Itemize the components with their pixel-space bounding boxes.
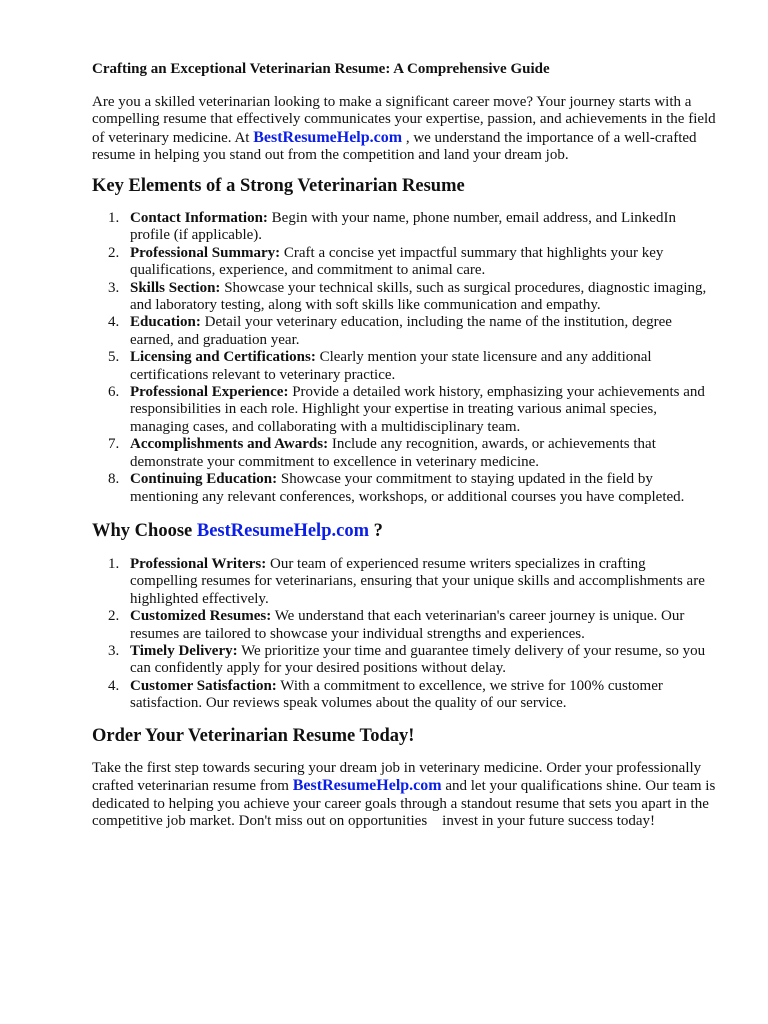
item-text: Detail your veterinary education, including the name of the institution, degree earned, and graduation year. [130, 314, 672, 348]
item-text: Showcase your technical skills, such as surgical procedures, diagnostic imaging, and laboratory testing, along with soft skills like communication and empathy. [130, 279, 707, 314]
item-text: Clearly mention your state licensure and any additional certifications relevant to veterinary practice. [130, 349, 652, 383]
order-heading: Order Your Veterinarian Resume Today! [92, 726, 415, 746]
item-number: 4. [108, 677, 120, 694]
list-item [92, 556, 712, 608]
list-item [92, 608, 712, 643]
item-label: Contact Information: [130, 210, 268, 226]
heading-text: Why Choose [92, 521, 197, 541]
item-number: 5. [108, 349, 120, 366]
site-link[interactable]: BestResumeHelp.com [292, 777, 442, 795]
item-number: 3. [108, 643, 120, 660]
item-label: Professional Experience: [130, 384, 289, 401]
site-link[interactable]: BestResumeHelp.com [196, 521, 369, 541]
list-item [92, 678, 712, 713]
item-text: Craft a concise yet impactful summary that highlights your key qualifications, experience, and commitment to animal care. [130, 244, 664, 279]
list-item [92, 384, 712, 436]
item-label: Licensing and Certifications: [130, 349, 316, 366]
item-number: 2. [108, 608, 120, 625]
item-label: Timely Delivery: [130, 643, 238, 660]
item-number: 1. [108, 556, 120, 572]
item-number: 3. [108, 279, 120, 296]
item-label: Customized Resumes: [130, 608, 272, 625]
item-text: With a commitment to excellence, we strive for 100% customer satisfaction. Our reviews speak volumes about the quality of our service. [130, 677, 663, 712]
list-item [92, 349, 712, 384]
item-text: Showcase your commitment to staying updated in the field by mentioning any relevant conferences, workshops, or additional courses you have completed. [130, 471, 685, 505]
item-label: Professional Summary: [130, 244, 281, 261]
intro-text-end: , we understand the importance of a well-crafted resume in helping you stand out from the competition and land your dream job. [92, 129, 697, 164]
site-link[interactable]: BestResumeHelp.com [253, 128, 403, 146]
key-elements-list [92, 210, 712, 506]
list-item [92, 210, 712, 245]
list-item [92, 314, 712, 349]
order-text: Take the first step towards securing your dream job in veterinary medicine. Order your professionally crafted veterinarian resume from [92, 760, 702, 795]
why-choose-list [92, 556, 712, 713]
intro-text: Are you a skilled veterinarian looking to make a significant career move? Your journey starts with a compelling resume that effectively communicates your expertise, passion, and achievements in the field of veterinary medicine. At [92, 94, 716, 146]
item-label: Accomplishments and Awards: [130, 436, 329, 453]
list-item [92, 471, 712, 506]
item-text: Begin with your name, phone number, email address, and LinkedIn profile (if applicable). [130, 210, 676, 244]
document-title: Crafting an Exceptional Veterinarian Resume: A Comprehensive Guide [92, 61, 550, 77]
item-label: Customer Satisfaction: [130, 677, 277, 694]
order-text-end: and let your qualifications shine. Our team is dedicated to helping you achieve your career goals through a standout resume that sets you apart in the competitive job market. Don't miss out on opportunities invest in your future success today! [92, 778, 716, 830]
order-paragraph [92, 760, 728, 831]
item-text: Include any recognition, awards, or achievements that demonstrate your commitment to excellence in veterinary medicine. [130, 436, 656, 470]
item-label: Professional Writers: [130, 556, 267, 572]
item-label: Education: [130, 314, 201, 331]
item-label: Continuing Education: [130, 471, 278, 488]
item-text: Provide a detailed work history, emphasizing your achievements and responsibilities in each role. Highlight your expertise in treating various animal species, managing cases, and collaborating with a multidisciplinary team. [130, 384, 705, 435]
key-elements-heading: Key Elements of a Strong Veterinarian Resume [92, 176, 465, 196]
item-number: 4. [108, 314, 120, 331]
intro-paragraph [92, 94, 728, 165]
item-number: 6. [108, 384, 120, 401]
item-number: 7. [108, 436, 120, 453]
item-number: 2. [108, 244, 120, 261]
list-item [92, 245, 712, 280]
item-label: Skills Section: [130, 279, 221, 296]
item-number: 8. [108, 471, 120, 488]
item-number: 1. [108, 210, 120, 226]
item-text: Our team of experienced resume writers specializes in crafting compelling resumes for veterinarians, ensuring that your unique skills and accomplishments are highlighted effectively. [130, 556, 705, 607]
heading-text-end: ? [368, 521, 383, 541]
list-item [92, 280, 712, 315]
item-text: We understand that each veterinarian's career journey is unique. Our resumes are tailored to showcase your individual strengths and experiences. [130, 608, 685, 642]
why-choose-heading [92, 520, 728, 542]
list-item [92, 436, 712, 471]
list-item [92, 643, 712, 678]
item-text: We prioritize your time and guarantee timely delivery of your resume, so you can confidently apply for your desired positions without delay. [130, 643, 706, 677]
